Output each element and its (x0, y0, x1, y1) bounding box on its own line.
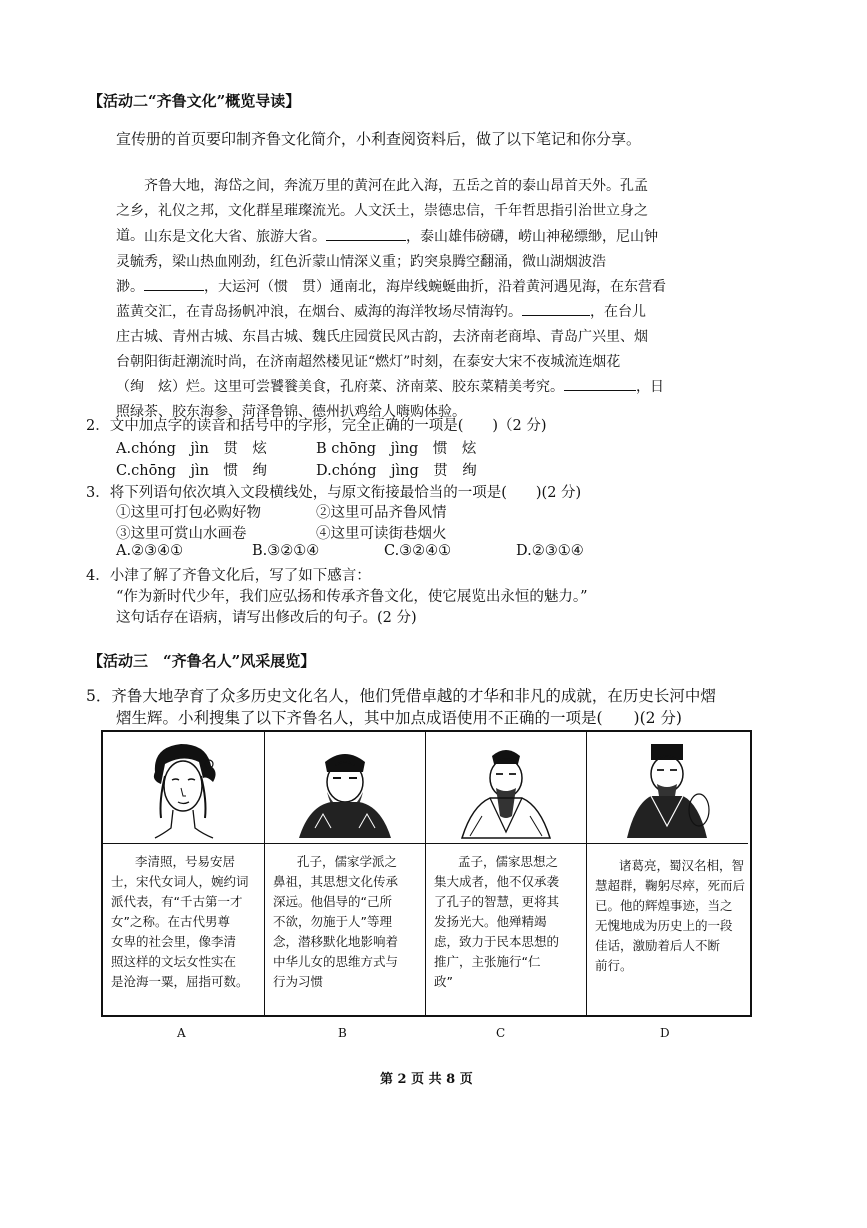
portrait-cell-b (265, 732, 426, 844)
card-label-d: D (660, 1026, 670, 1040)
question-2-option-c: C.chōng jìn 惯 绚 (116, 463, 267, 479)
passage-line: 之乡，礼仪之邦，文化群星璀璨流光。人文沃土，崇德忠信，千年哲思指引治世立身之 (116, 203, 648, 219)
card-label-c: C (496, 1026, 506, 1040)
card-c-line: 孟子，儒家思想之 (458, 854, 559, 869)
famous-people-table (101, 730, 752, 1017)
portrait-cell-d (587, 732, 748, 844)
card-a-line: 李清照，号易安居 (135, 854, 236, 869)
passage-line: 庄古城、青州古城、东昌古城、魏氏庄园赏民风古韵，去济南老商埠、青岛广兴里、烟 (116, 329, 648, 345)
activity3-header: 【活动三 “齐鲁名人”风采展览】 (88, 652, 316, 670)
passage-line: 齐鲁大地，海岱之间，奔流万里的黄河在此入海，五岳之首的泰山昂首天外。孔孟 (144, 178, 648, 194)
card-label-b: B (338, 1026, 347, 1040)
card-a (103, 844, 265, 1015)
card-b-line: 深远。他倡导的“己所 (273, 894, 392, 909)
card-a-line: 是沧海一粟，屈指可数。 (111, 974, 249, 989)
question-3-sentence-4: ④这里可读街巷烟火 (316, 526, 447, 542)
fill-blank-4 (564, 376, 636, 391)
card-b-line: 念，潜移默化地影响着 (273, 934, 399, 949)
card-b-line: 中华儿女的思维方式与 (273, 954, 399, 969)
fill-blank-1 (326, 226, 406, 241)
portrait-cell-c (426, 732, 587, 844)
card-d-line: 慧超群，鞠躬尽瘁，死而后 (595, 878, 746, 893)
card-a-line: 女”之称。在古代男尊 (111, 914, 230, 929)
card-a-line: 女卑的社会里，像李清 (111, 934, 237, 949)
card-d-line: 诸葛亮，蜀汉名相，智 (619, 858, 745, 873)
card-d-line: 已。他的辉煌事迹，当之 (595, 898, 733, 913)
portrait-cell-a (103, 732, 265, 844)
card-b (265, 844, 426, 1015)
passage-line: 灵毓秀，梁山热血刚劲，红色沂蒙山情深义重；趵突泉腾空翻涌，微山湖烟波浩 (116, 254, 606, 270)
passage-text: （绚 炫）烂。这里可尝饕餮美食，孔府菜、济南菜、胶东菜精美考究。 (116, 379, 564, 395)
passage-text: 蓝黄交汇，在青岛扬帆冲浪，在烟台、威海的海洋牧场尽情海钓。 (116, 304, 522, 320)
passage-text: ，在台儿 (590, 304, 646, 320)
card-a-line: 士，宋代女词人，婉约词 (111, 874, 249, 889)
question-4-stem: 4．小津了解了齐鲁文化后，写了如下感言： (86, 568, 371, 584)
question-2-option-d: D.chóng jìng 贯 绚 (316, 463, 477, 479)
mencius-portrait-icon (426, 732, 586, 842)
passage-line: 道。 (116, 228, 144, 244)
confucius-portrait-icon (265, 732, 425, 842)
question-5-stem-line-1: 5．齐鲁大地孕育了众多历史文化名人，他们凭借卓越的才华和非凡的成就，在历史长河中熠 (86, 687, 716, 705)
card-b-line: 孔子，儒家学派之 (297, 854, 398, 869)
passage-paragraph-2 (116, 225, 666, 425)
question-3-option-d: D.②③①④ (516, 543, 584, 559)
card-d-line: 无愧地成为历史上的一段 (595, 918, 733, 933)
fill-blank-3 (522, 301, 590, 316)
activity2-intro: 宣传册的首页要印制齐鲁文化简介，小利查阅资料后，做了以下笔记和你分享。 (116, 130, 642, 148)
zhuge-liang-portrait-icon (587, 732, 747, 842)
card-a-line: 派代表，有“千古第一才 (111, 894, 243, 909)
card-c-line: 虑，致力于民本思想的 (434, 934, 560, 949)
card-b-line: 不欲，勿施于人”等理 (273, 914, 392, 929)
card-b-line: 行为习惯 (273, 974, 324, 989)
card-c-line: 集大成者，他不仅承袭 (434, 874, 560, 889)
card-c-line: 了孔子的智慧，更将其 (434, 894, 560, 909)
card-b-line: 鼻祖，其思想文化传承 (273, 874, 399, 889)
activity2-header: 【活动二“齐鲁文化”概览导读】 (88, 92, 301, 110)
card-d-line: 佳话，激励着后人不断 (595, 938, 721, 953)
passage-text: 渺。 (116, 279, 144, 295)
question-3-stem: 3．将下列语句依次填入文段横线处，与原文衔接最恰当的一项是( )(2 分) (86, 485, 582, 501)
card-c-line: 推广，主张施行“仁 (434, 954, 541, 969)
passage-text: 山东是文化大省、旅游大省。 (144, 229, 326, 245)
card-c-line: 政” (434, 974, 453, 989)
card-c (426, 844, 587, 1015)
passage-text: ，泰山雄伟磅礴，崂山神秘缥缈，尼山钟 (406, 229, 658, 245)
passage-line: 台朝阳街赶潮流时尚，在济南超然楼见证“燃灯”时刻，在泰安大宋不夜城流连烟花 (116, 354, 621, 370)
question-3-sentence-1: ①这里可打包必购好物 (116, 505, 261, 521)
question-3-option-b: B.③②①④ (252, 543, 320, 559)
card-d-line: 前行。 (595, 958, 633, 973)
question-2-option-a: A.chóng jìn 贯 炫 (116, 441, 267, 457)
card-c-line: 发扬光大。他殚精竭 (434, 914, 547, 929)
fill-blank-2 (144, 276, 204, 291)
question-3-sentence-2: ②这里可品齐鲁风情 (316, 505, 447, 521)
passage-line: 照绿茶、胶东海参、菏泽鲁锦、德州扒鸡给人嗨购体验。 (116, 404, 466, 420)
passage-text: ，日 (636, 379, 664, 395)
question-5-stem-line-2: 熠生辉。小利搜集了以下齐鲁名人，其中加点成语使用不正确的一项是( )(2 分) (116, 709, 682, 727)
question-3-option-a: A.②③④① (116, 543, 184, 559)
page-footer: 第 2 页 共 8 页 (380, 1072, 473, 1087)
question-3-sentence-3: ③这里可赏山水画卷 (116, 526, 247, 542)
question-4-instruction: 这句话存在语病，请写出修改后的句子。(2 分) (116, 610, 417, 626)
card-d (587, 844, 748, 1015)
question-3-option-c: C.③②④① (384, 543, 452, 559)
question-2-stem: 2．文中加点字的读音和括号中的字形，完全正确的一项是( )（2 分) (86, 418, 547, 434)
question-2-option-b: B chōng jìng 惯 炫 (316, 441, 477, 457)
card-label-a: A (177, 1026, 186, 1040)
passage-text: ，大运河（惯 贯）通南北，海岸线蜿蜒曲折，沿着黄河遇见海，在东营看 (204, 279, 666, 295)
question-4-quote: “作为新时代少年，我们应弘扬和传承齐鲁文化，使它展览出永恒的魅力。” (116, 589, 588, 605)
li-qingzhao-portrait-icon (103, 732, 263, 842)
card-a-line: 照这样的文坛女性实在 (111, 954, 237, 969)
